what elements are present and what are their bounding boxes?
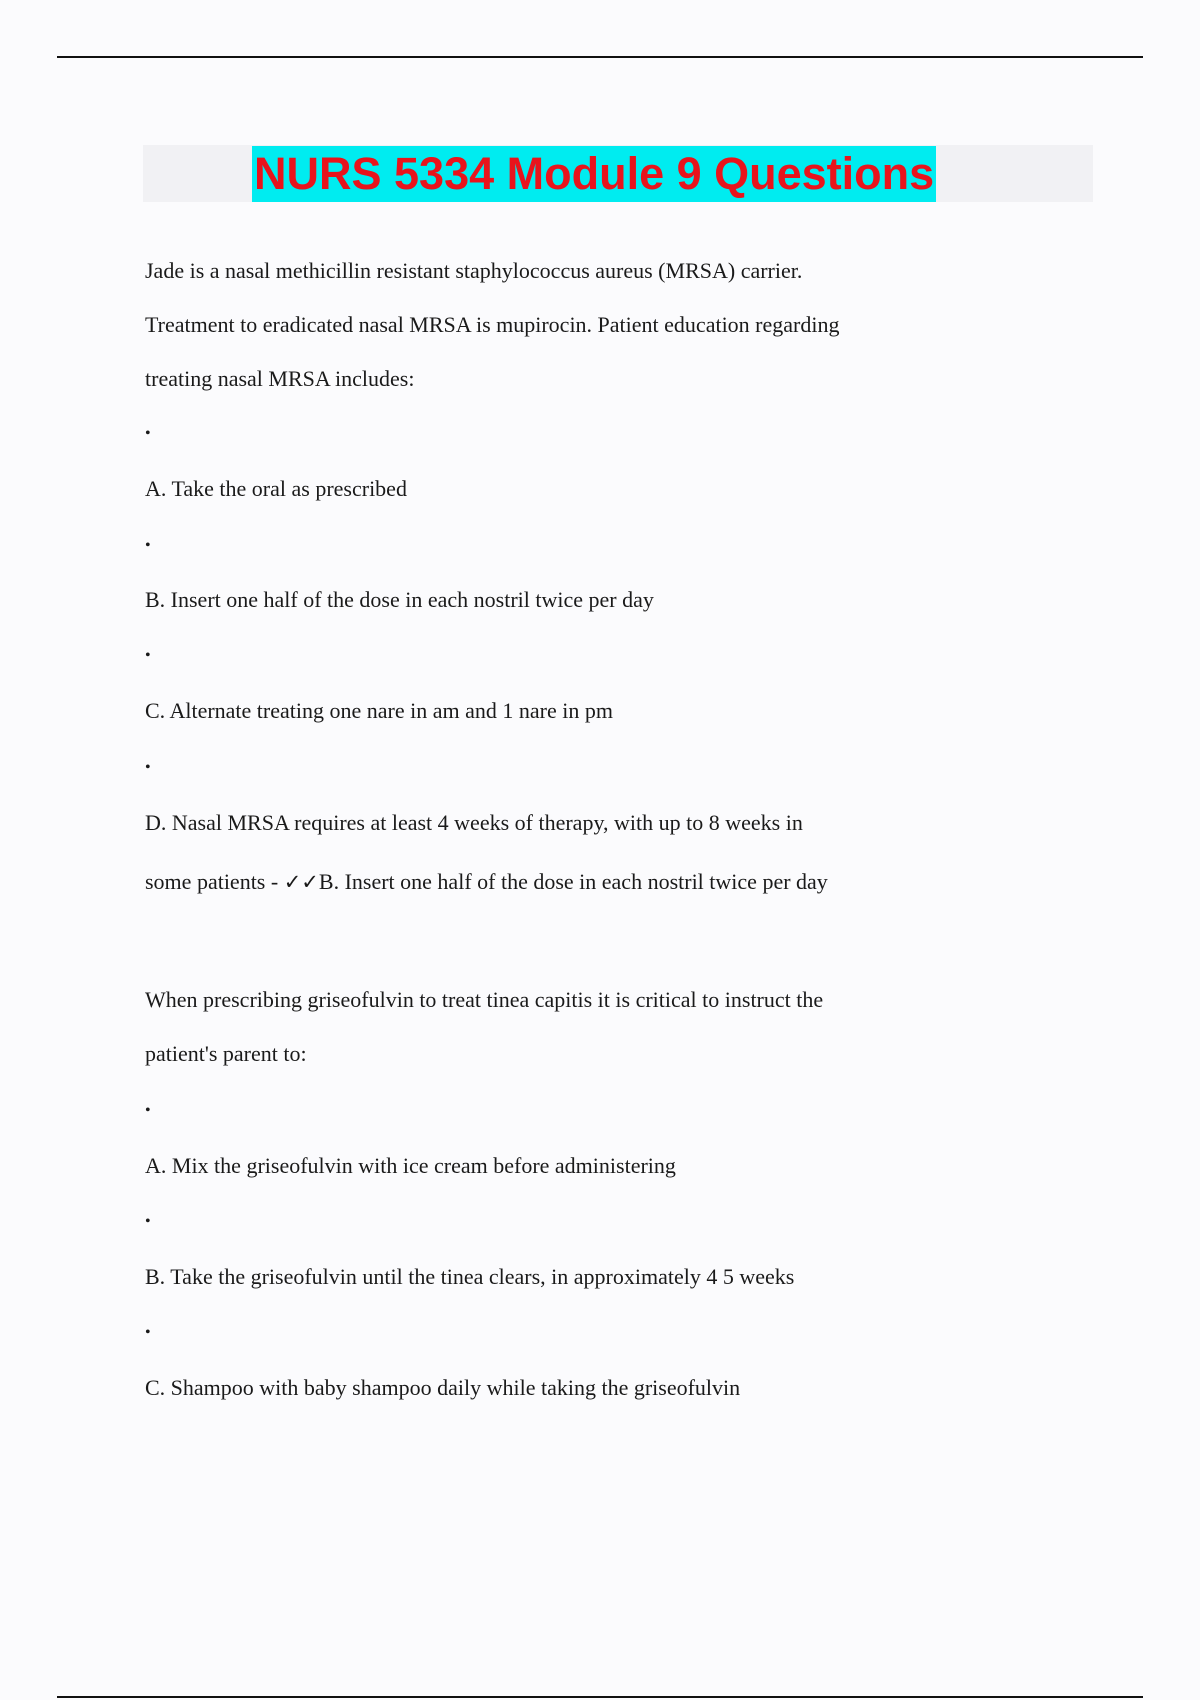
header-rule — [57, 56, 1143, 58]
question-1-option-d: D. Nasal MRSA requires at least 4 weeks of therapy, with up to 8 weeks in — [145, 810, 803, 835]
bullet-icon: • — [145, 1102, 151, 1119]
question-2-stem-line-2: patient's parent to: — [145, 1041, 307, 1066]
bullet-icon: • — [145, 1324, 151, 1341]
document-title: NURS 5334 Module 9 Questions — [252, 146, 936, 202]
question-1-stem-line-2: Treatment to eradicated nasal MRSA is mupirocin. Patient education regarding — [145, 312, 840, 337]
question-2-option-c: C. Shampoo with baby shampoo daily while taking the griseofulvin — [145, 1375, 741, 1400]
question-2-stem-line-1: When prescribing griseofulvin to treat tinea capitis it is critical to instruct the — [145, 987, 824, 1012]
question-2-option-a: A. Mix the griseofulvin with ice cream before administering — [145, 1153, 676, 1178]
answer-prefix: some patients - — [145, 869, 284, 894]
question-1-option-b: B. Insert one half of the dose in each nostril twice per day — [145, 587, 654, 612]
question-1-stem-line-3: treating nasal MRSA includes: — [145, 366, 415, 391]
question-1-answer-line — [145, 869, 828, 895]
bullet-icon: • — [145, 425, 151, 442]
checkmark-icon: ✓✓ — [283, 870, 319, 894]
question-1-option-a: A. Take the oral as prescribed — [145, 476, 407, 501]
bullet-icon: • — [145, 647, 151, 664]
bullet-icon: • — [145, 759, 151, 776]
footer-rule — [57, 1696, 1143, 1698]
question-1-option-c: C. Alternate treating one nare in am and 1 nare in pm — [145, 698, 613, 723]
question-1-stem-line-1: Jade is a nasal methicillin resistant staphylococcus aureus (MRSA) carrier. — [145, 258, 803, 283]
question-2-option-b: B. Take the griseofulvin until the tinea clears, in approximately 4 5 weeks — [145, 1264, 795, 1289]
bullet-icon: • — [145, 537, 151, 554]
answer-text: B. Insert one half of the dose in each nostril twice per day — [318, 869, 828, 894]
bullet-icon: • — [145, 1213, 151, 1230]
